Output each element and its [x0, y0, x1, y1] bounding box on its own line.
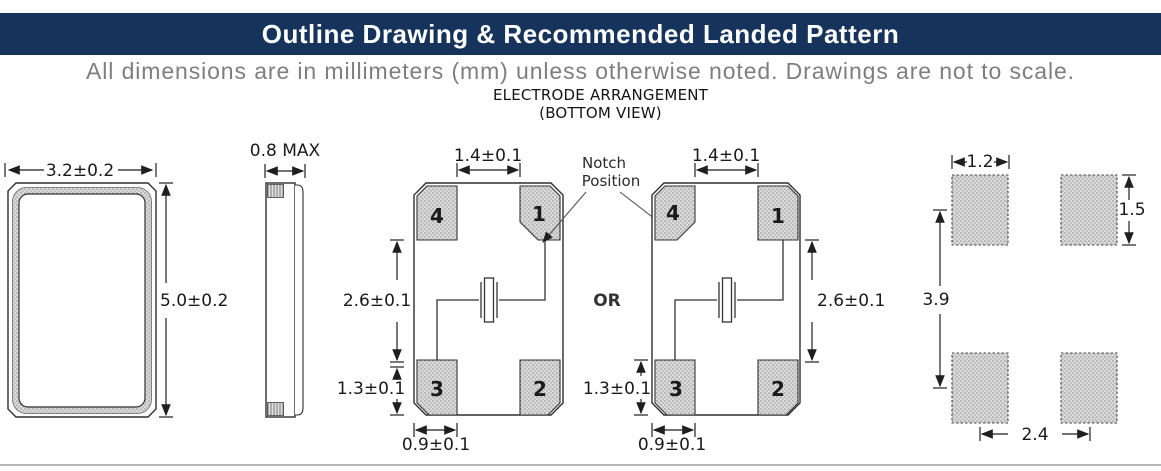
dim-land-pad-width-label: 1.2: [966, 152, 994, 172]
pad-2-number: 2: [533, 377, 547, 401]
or-label: OR: [593, 291, 621, 311]
pad-4-number: 4: [430, 204, 444, 228]
dim-land-pad-height: [1118, 175, 1145, 245]
land-pattern-drawing: [922, 152, 1145, 445]
outline-drawings: [0, 128, 1161, 471]
pad-3-number: 3: [430, 377, 444, 401]
side-pad-bottom: [268, 403, 284, 416]
side-pad-top: [268, 185, 284, 198]
dim-pad-gap: [454, 146, 522, 177]
section-title: Outline Drawing & Recommended Landed Pattern: [261, 19, 900, 49]
top-view-drawing: [5, 161, 228, 417]
dim-land-col-pitch: [980, 425, 1090, 445]
pad-3-number: 3: [669, 377, 683, 401]
notch-label-line1: Notch: [581, 154, 627, 172]
dim-width: [5, 161, 156, 181]
dim-center-gap: [805, 240, 885, 362]
land-pad-bottom-left: [952, 353, 1008, 423]
electrode-arrangement-label: [20, 86, 1161, 122]
section-title-bar: [0, 13, 1161, 55]
notch-label-line2: Position: [581, 172, 641, 190]
dim-thickness: [250, 141, 321, 178]
dim-pad-width-label: 0.9±0.1: [637, 435, 707, 455]
dim-thickness-label: 0.8 MAX: [249, 141, 321, 161]
bottom-divider: [0, 464, 1161, 466]
side-body: [266, 183, 295, 417]
dim-center-gap-label: 2.6±0.1: [817, 291, 886, 311]
dim-center-gap-label: 2.6±0.1: [342, 291, 412, 311]
bottom-view-b-drawing: [583, 146, 885, 455]
dimensions-note: All dimensions are in millimeters (mm) unless otherwise noted. Drawings are not to scale.: [86, 58, 1075, 84]
dim-land-col-pitch-label: 2.4: [1021, 425, 1049, 445]
dim-pad-gap: [692, 146, 760, 177]
dim-pad-width: [402, 423, 470, 455]
dim-pad-height-label: 1.3±0.1: [336, 379, 406, 399]
crystal-element: [485, 278, 494, 322]
pad-2-number: 2: [771, 377, 785, 401]
dim-land-pad-width: [952, 152, 1009, 172]
dim-pad-width: [638, 423, 706, 455]
electrode-arrangement-line1: ELECTRODE ARRANGEMENT: [492, 86, 709, 104]
dim-pad-gap-label: 1.4±0.1: [453, 146, 523, 166]
crystal-element: [723, 278, 732, 322]
dim-pad-gap-label: 1.4±0.1: [691, 146, 761, 166]
land-pad-top-right: [1061, 175, 1117, 245]
dim-height: [159, 183, 228, 417]
dim-center-gap: [343, 240, 411, 362]
dim-land-pad-height-label: 1.5: [1118, 200, 1146, 220]
bottom-view-a-drawing: [337, 146, 563, 455]
pad-1-number: 1: [771, 204, 785, 228]
dim-pad-height-label: 1.3±0.1: [582, 379, 652, 399]
package-cavity: [19, 194, 145, 407]
land-pad-top-left: [952, 175, 1008, 245]
pad-4-number: 4: [666, 201, 680, 225]
dim-width-label: 3.2±0.2: [45, 161, 115, 181]
land-pad-bottom-right: [1061, 353, 1117, 423]
dim-pad-width-label: 0.9±0.1: [401, 435, 471, 455]
dim-pad-height: [583, 360, 651, 415]
electrode-arrangement-line2: (BOTTOM VIEW): [539, 104, 662, 122]
pad-1-number: 1: [532, 202, 546, 226]
dim-pad-height: [337, 367, 405, 415]
dim-land-row-pitch-label: 3.9: [922, 290, 950, 310]
dim-height-label: 5.0±0.2: [160, 291, 229, 311]
side-view-drawing: [250, 141, 321, 417]
side-lid: [295, 185, 303, 415]
dim-land-row-pitch: [922, 210, 949, 388]
